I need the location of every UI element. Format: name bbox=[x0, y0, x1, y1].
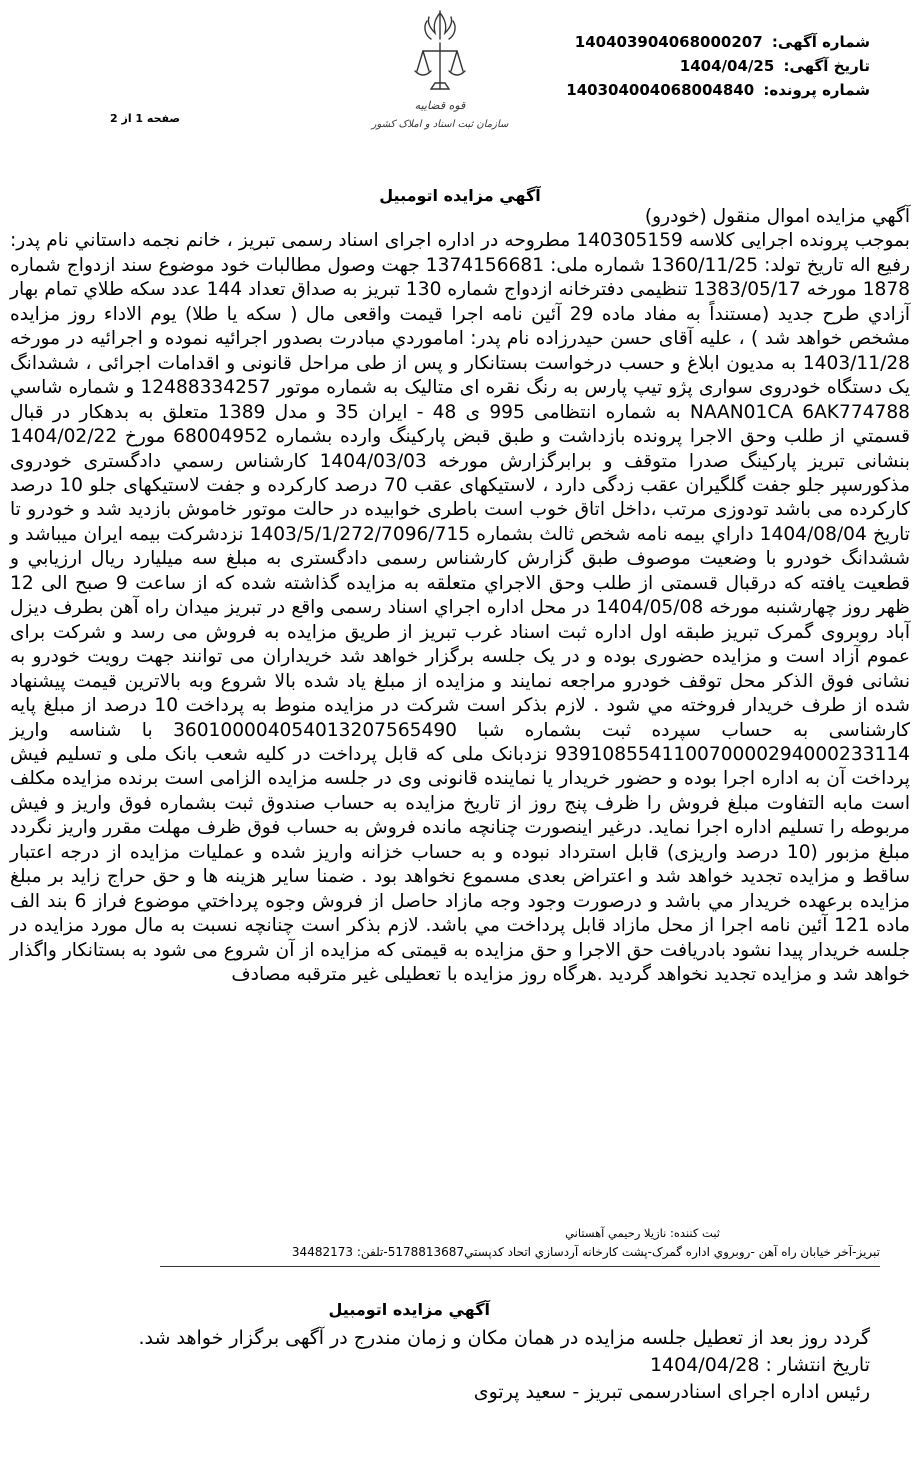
publication-date: تاریخ انتشار : 1404/04/28 bbox=[649, 1354, 870, 1376]
ad-date: 1404/04/25 bbox=[679, 57, 775, 75]
case-number: 140304004068004840 bbox=[566, 81, 755, 99]
registrar bbox=[565, 1226, 720, 1240]
footer-title: آگهي مزايده اتومبيل bbox=[328, 1300, 490, 1319]
ad-number-label: شماره آگهی: bbox=[771, 33, 870, 51]
registrar-name: نازيلا رحيمي آهستاني bbox=[565, 1226, 667, 1240]
page-number: صفحه 1 از 2 bbox=[110, 112, 181, 125]
footer-line-1: گردد روز بعد از تعطیل جلسه مزایده در همان مکان و زمان مندرج در آگهی برگزار خواهد شد. bbox=[138, 1327, 870, 1349]
case-number-label: شماره پرونده: bbox=[763, 81, 870, 99]
notice-subtitle: آگهي مزايده اموال منقول (خودرو) bbox=[644, 206, 910, 227]
signatory: رئیس اداره اجرای اسنادرسمی تبریز - سعید پرتوی bbox=[473, 1381, 870, 1403]
footer-text bbox=[70, 1325, 870, 1406]
notice-body-text: بموجب پرونده اجرایی کلاسه 140305159 مطروحه در اداره اجرای اسناد رسمی تبریز ، خانم نجمه داستاني نام پدر: رفیع اله تاریخ تولد: 1360/11/25 شماره ملی: 1374156681 جهت وصول مطالبات خود موضوع سند ازدواج شماره 1878 مورخه 1383/05/17 تنظیمی دفترخانه ازدواج شماره 130 تبریز به صداق تعداد 144 عدد سکه طلاي تمام بهار آزادي طرح جدید (مستنداً به مفاد ماده 29 آئین نامه اجرا قیمت واقعی مال ( سکه یا طلا) یوم الاداء روز مزایده مشخص خواهد شد ) ، علیه آقای حسن حیدرزاده نام پدر: اماموردي مبادرت بصدور اجرائیه نموده و اجرائیه در مورخه 1403/11/28 به مدیون ابلاغ و حسب درخواست بستانکار و پس از طی مراحل قانونی و اقدامات اجرائی ، ششدانگ یک دستگاه خودروی سواری پژو تیپ پارس به رنگ نقره ای متالیک به شماره موتور 12488334257 و شماره شاسي NAAN01CA 6AK774788 به شماره انتظامی 995 ی 48 - ایران 35 و مدل 1389 متعلق به بدهکار در قبال قسمتي از طلب وحق الاجرا پرونده بازداشت و طبق قبض پارکینگ وارده بشماره 68004952 مورخ 1404/02/22 بنشانی تبریز پارکینگ صدرا متوقف و برابرگزارش مورخه 1404/03/03 کارشناس رسمي دادگستری خودروی مذکورسپر جلو جفت گلگیران عقب زدگی دارد ، لاستیکهای عقب 70 درصد کارکرده و جفت لاستیکهای جلو 10 درصد کارکرده می باشد تودوزی مرتب ،داخل اتاق خوب است باطری خوابیده در حالت موتور خاموش بازدید شد و خودرو تا تاریخ 1404/08/04 داراي بیمه نامه شخص ثالث بشماره 1403/5/1/272/7096/715 نزدشرکت بیمه ایران میباشد و ششدانگ خودرو با وضعیت موصوف طبق گزارش کارشناس رسمی دادگستری به مبلغ سه میلیارد ریال ارزیابي و قطعیت یافته که درقبال قسمتی از طلب وحق الاجراي متعلقه به مزایده گذاشته شده که از ساعت 9 صبح الی 12 ظهر روز چهارشنبه مورخه 1404/05/08 در محل اداره اجراي اسناد رسمی واقع در تبریز میدان راه آهن بطرف دیزل آباد روبروی گمرک تبریز طبقه اول اداره ثبت اسناد غرب تبریز از طریق مزایده به فروش می رسد و شرکت برای عموم آزاد است و مزایده حضوری بوده و در یک جلسه برگزار خواهد شد خریداران می توانند جهت رویت خودرو به نشانی فوق الذکر محل توقف خودرو مراجعه نمایند و مزایده از مبلغ یاد شده بالا شروع وبه بالاترین قیمت پیشنهاد شده از طرف خریدار فروخته مي شود . لازم بذکر است شرکت در مزایده منوط به پرداخت 10 درصد از مبلغ پایه کارشناسی به حساب سپرده ثبت بشماره شبا 360100004054013207565490 با شناسه واریز 939108554110070000294000233114 نزدبانک ملی که قابل پرداخت در کلیه شعب بانک ملی و تسلیم فیش پرداخت آن به اداره اجرا بوده و حضور خریدار یا نماینده قانونی وی در جلسه مزایده الزامی است برنده مزایده مکلف است مابه التفاوت مبلغ فروش را ظرف پنج روز از تاریخ مزایده به حساب صندوق ثبت بشماره فوق واریز و فیش مربوطه را تسلیم اداره اجرا نماید. درغیر اینصورت چنانچه مانده فروش به حساب فوق ظرف مهلت مقرر واریز نگردد مبلغ مزبور (10 درصد واریزی) قابل استرداد نبوده و به حساب خزانه واریز شده و عملیات مزایده از درجه اعتبار ساقط و مزایده تجدید خواهد شد و اعتراض بعدی مسموع نخواهد بود . ضمنا سایر هزینه ها و حق حراج زاید بر مبلغ مزایده برعهده خریدار مي باشد و درصورت وجود وجه مازاد حاصل از فروش وجوه پرداختي موضوع فراز 6 بند الف ماده 121 آئین نامه اجرا از محل مازاد قابل پرداخت مي باشد. لازم بذکر است چنانچه نسبت به مال مورد مزایده در جلسه خریدار پیدا نشود بادریافت حق الاجرا و حق مزایده به قیمتی که مزایده از آن شروع می شود به بستانکار واگذار خواهد شد و مزایده تجدید نخواهد گردید .هرگاه روز مزایده با تعطیلی غیر مترقبه مصادف bbox=[10, 230, 911, 986]
ad-number: 140403904068000207 bbox=[574, 33, 763, 51]
emblem-caption-line2: سازمان ثبت اسناد و املاک کشور bbox=[371, 119, 509, 130]
office-address: تبريز-آخر خيابان راه آهن -روبروي اداره گمرک-پشت کارخانه آردسازي اتحاد کدپستي5178813687-تلفن: 34482173 bbox=[291, 1245, 880, 1259]
address-bar bbox=[160, 1240, 880, 1267]
emblem-caption-line1: قوه قضاییه bbox=[414, 99, 466, 112]
judiciary-emblem-logo bbox=[365, 5, 515, 145]
notice-body bbox=[10, 205, 910, 988]
ad-date-label: تاریخ آگهی: bbox=[783, 57, 870, 75]
registrar-label: ثبت کننده: bbox=[670, 1226, 720, 1240]
notice-title: آگهي مزايده اتومبيل bbox=[379, 186, 541, 205]
